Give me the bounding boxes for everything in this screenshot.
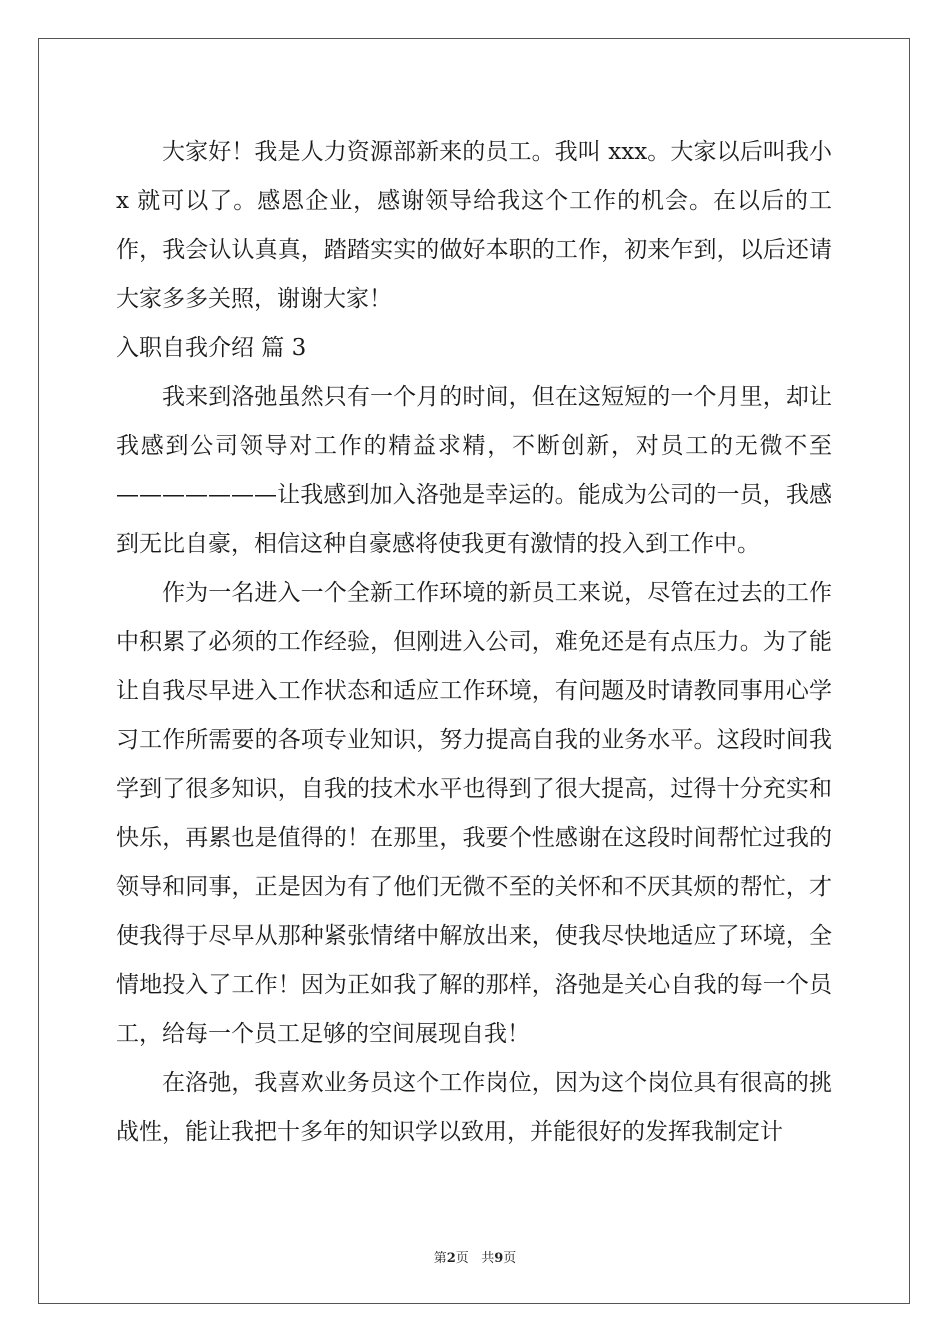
paragraph-greeting: 大家好！我是人力资源部新来的员工。我叫 xxx。大家以后叫我小 x 就可以了。感恩企业，感谢领导给我这个工作的机会。在以后的工作，我会认认真真，踏踏实实的做好本职的工作，初来乍到，以后还请大家多多关照，谢谢大家！ — [116, 139, 832, 312]
page-prefix: 第 — [433, 1251, 447, 1266]
paragraph-2: 作为一名进入一个全新工作环境的新员工来说，尽管在过去的工作中积累了必须的工作经验，但刚进入公司，难免还是有点压力。为了能让自我尽早进入工作状态和适应工作环境，有问题及时请教同事用心学习工作所需要的各项专业知识，努力提高自我的业务水平。这段时间我学到了很多知识，自我的技术水平也得到了很大提高，过得十分充实和快乐，再累也是值得的！在那里，我要个性感谢在这段时间帮忙过我的领导和同事，正是因为有了他们无微不至的关怀和不厌其烦的帮忙，才使我得于尽早从那种紧张情绪中解放出来，使我尽快地适应了环境，全情地投入了工作！因为正如我了解的那样，洛弛是关心自我的每一个员工，给每一个员工足够的空间展现自我！ — [116, 580, 832, 1047]
page-total: 9 — [494, 1251, 504, 1266]
section-heading: 入职自我介绍 篇 3 — [116, 335, 307, 361]
total-suffix: 页 — [503, 1251, 517, 1266]
total-prefix: 共 — [481, 1251, 495, 1266]
page-footer — [0, 1247, 950, 1266]
page-current: 2 — [446, 1251, 456, 1266]
document-body — [116, 128, 832, 1157]
paragraph-1: 我来到洛弛虽然只有一个月的时间，但在这短短的一个月里，却让我感到公司领导对工作的精益求精，不断创新，对员工的无微不至———————让我感到加入洛弛是幸运的。能成为公司的一员，我感到无比自豪，相信这种自豪感将使我更有激情的投入到工作中。 — [116, 384, 832, 557]
paragraph-3: 在洛弛，我喜欢业务员这个工作岗位，因为这个岗位具有很高的挑战性，能让我把十多年的知识学以致用，并能很好的发挥我制定计 — [116, 1070, 832, 1145]
page-suffix: 页 — [455, 1251, 469, 1266]
